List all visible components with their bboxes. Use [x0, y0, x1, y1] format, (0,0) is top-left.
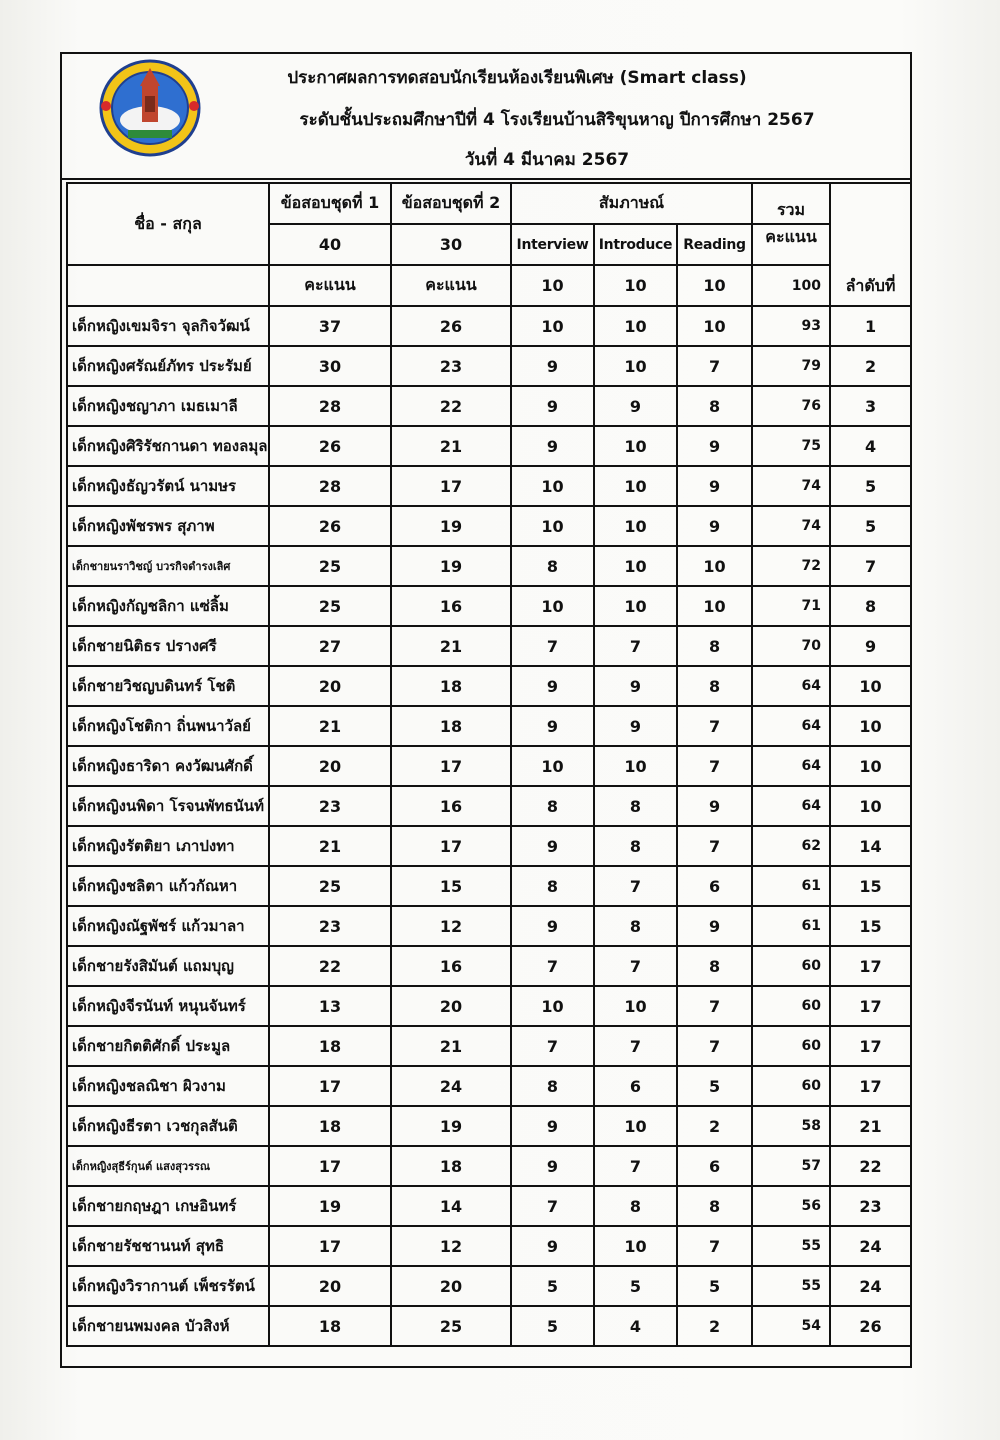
- introduce-score: 7: [594, 1026, 677, 1066]
- interview-score: 7: [511, 1026, 594, 1066]
- test2-score: 17: [391, 466, 511, 506]
- total-score: 75: [752, 426, 830, 466]
- student-name: เด็กชายกิตติศักดิ์ ประมูล: [67, 1026, 269, 1066]
- results-frame: [60, 52, 912, 1368]
- col-test2-header: ข้อสอบชุดที่ 2: [391, 183, 511, 224]
- introduce-score: 10: [594, 986, 677, 1026]
- test2-score: 19: [391, 546, 511, 586]
- student-name: เด็กชายกฤษฎา เกษอินทร์: [67, 1186, 269, 1226]
- test1-score: 18: [269, 1306, 391, 1346]
- rank-value: 5: [830, 506, 911, 546]
- reading-score: 9: [677, 466, 752, 506]
- introduce-score: 10: [594, 1226, 677, 1266]
- table-row: [67, 626, 911, 666]
- student-name: เด็กหญิงสุธีร์กุนต์ แสงสุวรรณ: [67, 1146, 269, 1186]
- interview-score: 5: [511, 1266, 594, 1306]
- student-name: เด็กหญิงโชติกา ถิ่นพนาวัลย์: [67, 706, 269, 746]
- total-score: 57: [752, 1146, 830, 1186]
- rank-value: 15: [830, 906, 911, 946]
- test2-score: 23: [391, 346, 511, 386]
- introduce-score: 9: [594, 386, 677, 426]
- student-name: เด็กชายรังสิมันต์ แถมบุญ: [67, 946, 269, 986]
- total-score: 60: [752, 946, 830, 986]
- test1-score: 18: [269, 1026, 391, 1066]
- col-interview-group-header: สัมภาษณ์: [511, 183, 752, 224]
- interview-score: 9: [511, 346, 594, 386]
- student-name: เด็กหญิงพัชรพร สุภาพ: [67, 506, 269, 546]
- test2-score: 21: [391, 426, 511, 466]
- test1-score: 17: [269, 1146, 391, 1186]
- rank-value: 15: [830, 866, 911, 906]
- reading-score: 7: [677, 1026, 752, 1066]
- student-name: เด็กหญิงธัญวรัตน์ นามษร: [67, 466, 269, 506]
- test1-score: 20: [269, 1266, 391, 1306]
- test2-score: 22: [391, 386, 511, 426]
- table-row: [67, 1306, 911, 1346]
- test1-score: 30: [269, 346, 391, 386]
- col-reading-header: Reading: [677, 224, 752, 265]
- test1-score: 26: [269, 506, 391, 546]
- col-total-max: 100: [752, 265, 830, 306]
- test2-score: 16: [391, 946, 511, 986]
- rank-value: 17: [830, 946, 911, 986]
- rank-value: 24: [830, 1226, 911, 1266]
- student-name: เด็กหญิงธีรตา เวชกุลสันติ: [67, 1106, 269, 1146]
- test2-score: 14: [391, 1186, 511, 1226]
- col-test2-max: 30: [391, 224, 511, 265]
- interview-score: 8: [511, 786, 594, 826]
- table-row: [67, 826, 911, 866]
- introduce-score: 8: [594, 826, 677, 866]
- introduce-score: 4: [594, 1306, 677, 1346]
- table-row: [67, 1106, 911, 1146]
- total-score: 55: [752, 1266, 830, 1306]
- student-name: เด็กหญิงวิรากานต์ เพ็ชรรัตน์: [67, 1266, 269, 1306]
- total-score: 76: [752, 386, 830, 426]
- rank-value: 21: [830, 1106, 911, 1146]
- introduce-score: 10: [594, 306, 677, 346]
- table-row: [67, 1266, 911, 1306]
- rank-value: 2: [830, 346, 911, 386]
- table-row: [67, 1226, 911, 1266]
- introduce-score: 7: [594, 1146, 677, 1186]
- rank-value: 26: [830, 1306, 911, 1346]
- interview-score: 9: [511, 1226, 594, 1266]
- reading-score: 5: [677, 1066, 752, 1106]
- introduce-score: 8: [594, 1186, 677, 1226]
- test2-score: 25: [391, 1306, 511, 1346]
- interview-score: 10: [511, 746, 594, 786]
- rank-value: 3: [830, 386, 911, 426]
- student-name: เด็กหญิงชญาภา เมธเมาลี: [67, 386, 269, 426]
- interview-score: 9: [511, 1146, 594, 1186]
- total-score: 58: [752, 1106, 830, 1146]
- test2-score: 21: [391, 1026, 511, 1066]
- total-score: 54: [752, 1306, 830, 1346]
- table-row: [67, 346, 911, 386]
- test1-score: 22: [269, 946, 391, 986]
- student-name: เด็กหญิงศรัณย์ภัทร ประรัมย์: [67, 346, 269, 386]
- test1-score: 28: [269, 466, 391, 506]
- total-score: 74: [752, 466, 830, 506]
- col-name-header: ชื่อ - สกุล: [67, 183, 269, 265]
- total-score: 74: [752, 506, 830, 546]
- reading-score: 8: [677, 946, 752, 986]
- test2-score: 18: [391, 706, 511, 746]
- table-row: [67, 706, 911, 746]
- total-score: 60: [752, 986, 830, 1026]
- reading-score: 7: [677, 746, 752, 786]
- total-score: 60: [752, 1066, 830, 1106]
- test1-score: 23: [269, 786, 391, 826]
- introduce-score: 10: [594, 746, 677, 786]
- rank-value: 8: [830, 586, 911, 626]
- announcement-date: วันที่ 4 มีนาคม 2567: [464, 150, 630, 170]
- interview-score: 7: [511, 946, 594, 986]
- interview-score: 8: [511, 546, 594, 586]
- test1-score: 28: [269, 386, 391, 426]
- interview-score: 7: [511, 1186, 594, 1226]
- table-row: [67, 426, 911, 466]
- rank-value: 1: [830, 306, 911, 346]
- test2-score: 20: [391, 986, 511, 1026]
- test2-score: 17: [391, 746, 511, 786]
- reading-score: 8: [677, 666, 752, 706]
- introduce-score: 10: [594, 466, 677, 506]
- interview-score: 10: [511, 466, 594, 506]
- table-row: [67, 546, 911, 586]
- total-score: 56: [752, 1186, 830, 1226]
- reading-score: 6: [677, 866, 752, 906]
- total-score: 61: [752, 866, 830, 906]
- test1-score: 19: [269, 1186, 391, 1226]
- total-score: 64: [752, 706, 830, 746]
- announcement-header: [62, 54, 910, 180]
- test2-score: 16: [391, 786, 511, 826]
- announcement-subtitle: ระดับชั้นประถมศึกษาปีที่ 4 โรงเรียนบ้านสิริขุนหาญ ปีการศึกษา 2567: [299, 110, 815, 130]
- col-total-unit: คะแนน: [752, 224, 830, 265]
- student-name: เด็กชายนิติธร ปรางศรี: [67, 626, 269, 666]
- test1-score: 25: [269, 586, 391, 626]
- reading-score: 7: [677, 706, 752, 746]
- rank-value: 10: [830, 666, 911, 706]
- interview-score: 10: [511, 506, 594, 546]
- student-name: เด็กชายนพมงคล บัวสิงห์: [67, 1306, 269, 1346]
- introduce-score: 9: [594, 706, 677, 746]
- announcement-title: ประกาศผลการทดสอบนักเรียนห้องเรียนพิเศษ (Smart class): [287, 68, 747, 88]
- test2-score: 26: [391, 306, 511, 346]
- test2-score: 17: [391, 826, 511, 866]
- table-row: [67, 386, 911, 426]
- reading-score: 7: [677, 826, 752, 866]
- score-table-body: [67, 306, 911, 1346]
- test1-score: 13: [269, 986, 391, 1026]
- interview-score: 9: [511, 706, 594, 746]
- interview-score: 10: [511, 586, 594, 626]
- reading-score: 9: [677, 786, 752, 826]
- student-name: เด็กหญิงณัฐพัชร์ แก้วมาลา: [67, 906, 269, 946]
- col-interview-header: Interview: [511, 224, 594, 265]
- student-name: เด็กหญิงนพิดา โรจนพัทธนันท์: [67, 786, 269, 826]
- col-introduce-header: Introduce: [594, 224, 677, 265]
- interview-score: 9: [511, 826, 594, 866]
- col-interview-max: 10: [511, 265, 594, 306]
- test1-score: 20: [269, 666, 391, 706]
- test2-score: 19: [391, 506, 511, 546]
- interview-score: 9: [511, 906, 594, 946]
- test2-score: 18: [391, 1146, 511, 1186]
- test1-score: 27: [269, 626, 391, 666]
- interview-score: 8: [511, 866, 594, 906]
- rank-value: 23: [830, 1186, 911, 1226]
- interview-score: 9: [511, 386, 594, 426]
- table-row: [67, 1066, 911, 1106]
- test1-score: 25: [269, 546, 391, 586]
- total-score: 55: [752, 1226, 830, 1266]
- total-score: 62: [752, 826, 830, 866]
- reading-score: 7: [677, 1226, 752, 1266]
- interview-score: 5: [511, 1306, 594, 1346]
- table-row: [67, 1026, 911, 1066]
- interview-score: 8: [511, 1066, 594, 1106]
- reading-score: 9: [677, 506, 752, 546]
- rank-value: 17: [830, 1066, 911, 1106]
- test1-score: 21: [269, 826, 391, 866]
- reading-score: 10: [677, 586, 752, 626]
- table-row: [67, 466, 911, 506]
- test2-score: 12: [391, 906, 511, 946]
- student-name: เด็กชายวิชญบดินทร์ โชติ: [67, 666, 269, 706]
- test1-score: 21: [269, 706, 391, 746]
- introduce-score: 10: [594, 546, 677, 586]
- table-row: [67, 1146, 911, 1186]
- test2-score: 21: [391, 626, 511, 666]
- table-row: [67, 666, 911, 706]
- rank-value: 10: [830, 706, 911, 746]
- rank-value: 4: [830, 426, 911, 466]
- reading-score: 8: [677, 1186, 752, 1226]
- test1-score: 17: [269, 1226, 391, 1266]
- interview-score: 9: [511, 1106, 594, 1146]
- total-score: 60: [752, 1026, 830, 1066]
- table-row: [67, 1186, 911, 1226]
- student-name: เด็กหญิงเขมจิรา จุลกิจวัฒน์: [67, 306, 269, 346]
- total-score: 64: [752, 746, 830, 786]
- total-score: 61: [752, 906, 830, 946]
- total-score: 64: [752, 666, 830, 706]
- test1-score: 18: [269, 1106, 391, 1146]
- rank-value: 17: [830, 1026, 911, 1066]
- student-name: เด็กชายนราวิชญ์ บวรกิจดำรงเลิศ: [67, 546, 269, 586]
- test1-score: 17: [269, 1066, 391, 1106]
- reading-score: 7: [677, 346, 752, 386]
- total-score: 93: [752, 306, 830, 346]
- introduce-score: 7: [594, 946, 677, 986]
- rank-value: 10: [830, 746, 911, 786]
- total-score: 64: [752, 786, 830, 826]
- col-introduce-max: 10: [594, 265, 677, 306]
- col-rank-header: ลำดับที่: [830, 183, 911, 306]
- rank-value: 17: [830, 986, 911, 1026]
- total-score: 72: [752, 546, 830, 586]
- col-test1-header: ข้อสอบชุดที่ 1: [269, 183, 391, 224]
- test1-score: 37: [269, 306, 391, 346]
- test2-score: 24: [391, 1066, 511, 1106]
- test2-score: 18: [391, 666, 511, 706]
- student-name: เด็กหญิงกัญชลิกา แซ่ลิ้ม: [67, 586, 269, 626]
- test2-score: 20: [391, 1266, 511, 1306]
- test2-score: 16: [391, 586, 511, 626]
- table-row: [67, 866, 911, 906]
- reading-score: 9: [677, 426, 752, 466]
- test1-score: 25: [269, 866, 391, 906]
- introduce-score: 5: [594, 1266, 677, 1306]
- col-name-spacer: [67, 265, 269, 306]
- table-row: [67, 586, 911, 626]
- introduce-score: 10: [594, 426, 677, 466]
- introduce-score: 8: [594, 786, 677, 826]
- reading-score: 2: [677, 1106, 752, 1146]
- student-name: เด็กชายรัชชานนท์ สุทธิ: [67, 1226, 269, 1266]
- rank-value: 9: [830, 626, 911, 666]
- interview-score: 9: [511, 666, 594, 706]
- table-row: [67, 506, 911, 546]
- table-row: [67, 306, 911, 346]
- student-name: เด็กหญิงจีรนันท์ หนุนจันทร์: [67, 986, 269, 1026]
- introduce-score: 6: [594, 1066, 677, 1106]
- interview-score: 10: [511, 306, 594, 346]
- introduce-score: 10: [594, 1106, 677, 1146]
- total-score: 79: [752, 346, 830, 386]
- total-score: 70: [752, 626, 830, 666]
- student-name: เด็กหญิงชลิตา แก้วกัณหา: [67, 866, 269, 906]
- student-name: เด็กหญิงศิริรัชกานดา ทองลมุล: [67, 426, 269, 466]
- interview-score: 10: [511, 986, 594, 1026]
- test1-score: 23: [269, 906, 391, 946]
- test1-score: 26: [269, 426, 391, 466]
- col-test2-unit: คะแนน: [391, 265, 511, 306]
- rank-value: 7: [830, 546, 911, 586]
- rank-value: 24: [830, 1266, 911, 1306]
- col-reading-max: 10: [677, 265, 752, 306]
- interview-score: 9: [511, 426, 594, 466]
- reading-score: 10: [677, 306, 752, 346]
- rank-value: 5: [830, 466, 911, 506]
- introduce-score: 7: [594, 866, 677, 906]
- student-name: เด็กหญิงธาริดา คงวัฒนศักดิ์: [67, 746, 269, 786]
- table-row: [67, 786, 911, 826]
- table-row: [67, 746, 911, 786]
- reading-score: 10: [677, 546, 752, 586]
- introduce-score: 8: [594, 906, 677, 946]
- reading-score: 7: [677, 986, 752, 1026]
- introduce-score: 10: [594, 346, 677, 386]
- reading-score: 6: [677, 1146, 752, 1186]
- test2-score: 12: [391, 1226, 511, 1266]
- student-name: เด็กหญิงชลณิชา ผิวงาม: [67, 1066, 269, 1106]
- test2-score: 19: [391, 1106, 511, 1146]
- reading-score: 8: [677, 386, 752, 426]
- total-score: 71: [752, 586, 830, 626]
- col-test1-unit: คะแนน: [269, 265, 391, 306]
- test2-score: 15: [391, 866, 511, 906]
- table-row: [67, 986, 911, 1026]
- table-row: [67, 906, 911, 946]
- reading-score: 8: [677, 626, 752, 666]
- rank-value: 14: [830, 826, 911, 866]
- reading-score: 5: [677, 1266, 752, 1306]
- student-name: เด็กหญิงรัตติยา เภาปงทา: [67, 826, 269, 866]
- reading-score: 2: [677, 1306, 752, 1346]
- col-test1-max: 40: [269, 224, 391, 265]
- introduce-score: 7: [594, 626, 677, 666]
- score-table: [66, 182, 912, 1347]
- rank-value: 22: [830, 1146, 911, 1186]
- rank-value: 10: [830, 786, 911, 826]
- introduce-score: 9: [594, 666, 677, 706]
- introduce-score: 10: [594, 586, 677, 626]
- introduce-score: 10: [594, 506, 677, 546]
- col-total-header: รวม: [752, 183, 830, 224]
- test1-score: 20: [269, 746, 391, 786]
- interview-score: 7: [511, 626, 594, 666]
- table-row: [67, 946, 911, 986]
- reading-score: 9: [677, 906, 752, 946]
